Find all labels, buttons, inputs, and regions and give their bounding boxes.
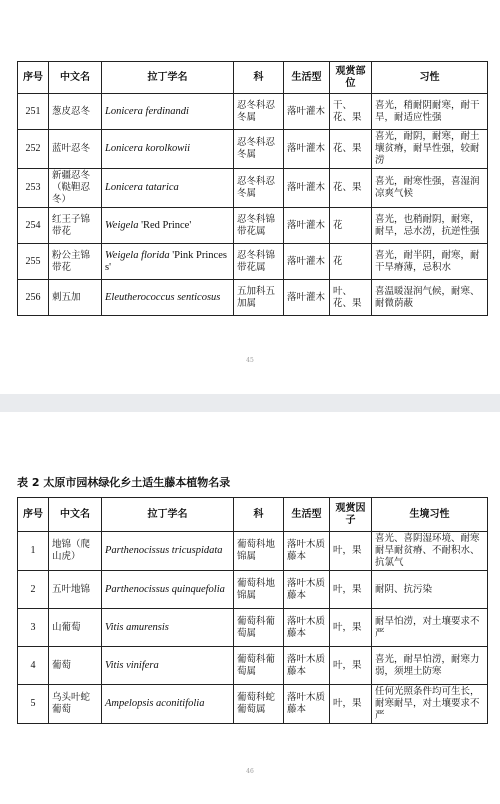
table-row (18, 208, 488, 244)
row-number: 251 (18, 94, 49, 130)
row-family: 忍冬科忍冬属 (234, 130, 284, 169)
latin-binomial: Eleutherococcus senticosus (105, 291, 221, 303)
row-habit: 喜光，也稍耐阴，耐寒，耐旱，忌水涝，抗逆性强 (372, 208, 488, 244)
row-ornamental-part: 花、果 (330, 130, 372, 169)
row-life-form: 落叶木质藤本 (284, 571, 330, 609)
row-number: 2 (18, 571, 49, 609)
row-habit: 喜光，耐阴，耐寒，耐土壤贫瘠，耐旱性强，较耐涝 (372, 130, 488, 169)
header-family: 科 (234, 62, 284, 94)
row-life-form: 落叶木质藤本 (284, 532, 330, 571)
latin-cultivar: 'Red Prince' (138, 219, 192, 231)
header-habit: 习性 (372, 62, 488, 94)
row-habit: 喜温暖湿润气候，耐寒、耐微荫蔽 (372, 280, 488, 316)
row-latin-name: Vitis vinifera (102, 647, 234, 685)
header-ornamental-factor: 观赏因子 (330, 498, 372, 532)
row-ornamental-factor: 叶，果 (330, 685, 372, 724)
row-latin-name (102, 94, 234, 130)
table-row (18, 280, 488, 316)
row-ornamental-factor: 叶，果 (330, 571, 372, 609)
row-chinese-name: 地锦（爬山虎） (49, 532, 102, 571)
table-header-row (18, 498, 488, 532)
row-life-form: 落叶木质藤本 (284, 647, 330, 685)
header-ornamental-part: 观赏部位 (330, 62, 372, 94)
row-life-form: 落叶灌木 (284, 130, 330, 169)
row-latin-name (102, 169, 234, 208)
row-number: 3 (18, 609, 49, 647)
row-chinese-name: 蓝叶忍冬 (49, 130, 102, 169)
row-chinese-name: 刺五加 (49, 280, 102, 316)
row-family: 五加科五加属 (234, 280, 284, 316)
header-number: 序号 (18, 62, 49, 94)
header-life-form: 生活型 (284, 498, 330, 532)
row-family: 忍冬科锦带花属 (234, 208, 284, 244)
latin-binomial: Lonicera ferdinandi (105, 105, 189, 117)
header-life-form: 生活型 (284, 62, 330, 94)
table-row (18, 647, 488, 685)
header-habitat: 生境习性 (372, 498, 488, 532)
row-family: 葡萄科地锦属 (234, 571, 284, 609)
row-life-form: 落叶灌木 (284, 94, 330, 130)
row-chinese-name: 新疆忍冬（鞑靼忍冬） (49, 169, 102, 208)
table-row (18, 94, 488, 130)
row-latin-name: Parthenocissus quinquefolia (102, 571, 234, 609)
row-ornamental-part: 干、花、果 (330, 94, 372, 130)
row-life-form: 落叶木质藤本 (284, 685, 330, 724)
page-number: 45 (246, 357, 254, 364)
page-number: 46 (246, 768, 254, 775)
row-habitat: 喜光、喜阴湿环境、耐寒耐旱耐贫瘠、不耐积水、抗氯气 (372, 532, 488, 571)
latin-binomial: Lonicera tatarica (105, 182, 179, 193)
row-family: 葡萄科蛇葡萄属 (234, 685, 284, 724)
table-row (18, 609, 488, 647)
row-ornamental-part: 叶、花、果 (330, 280, 372, 316)
row-latin-name (102, 130, 234, 169)
row-family: 葡萄科葡萄属 (234, 609, 284, 647)
header-latin-name: 拉丁学名 (102, 498, 234, 532)
row-latin-name (102, 244, 234, 280)
row-chinese-name: 葱皮忍冬 (49, 94, 102, 130)
row-ornamental-part: 花 (330, 208, 372, 244)
row-latin-name: Vitis amurensis (102, 609, 234, 647)
row-life-form: 落叶灌木 (284, 169, 330, 208)
table-header-row (18, 62, 488, 94)
row-latin-name: Ampelopsis aconitifolia (102, 685, 234, 724)
latin-binomial: Lonicera korolkowii (105, 143, 191, 154)
row-number: 4 (18, 647, 49, 685)
row-ornamental-part: 花 (330, 244, 372, 280)
row-number: 256 (18, 280, 49, 316)
row-family: 忍冬科锦带花属 (234, 244, 284, 280)
row-number: 5 (18, 685, 49, 724)
table-row (18, 130, 488, 169)
row-ornamental-part: 花、果 (330, 169, 372, 208)
row-number: 253 (18, 169, 49, 208)
table-caption: 表 2 太原市园林绿化乡土适生藤本植物名录 (17, 476, 231, 489)
latin-binomial: Weigela florida (105, 249, 170, 261)
row-latin-name (102, 208, 234, 244)
row-chinese-name: 红王子锦带花 (49, 208, 102, 244)
row-family: 葡萄科地锦属 (234, 532, 284, 571)
row-life-form: 落叶木质藤本 (284, 609, 330, 647)
row-family: 忍冬科忍冬属 (234, 94, 284, 130)
table-row (18, 685, 488, 724)
row-habitat: 耐阴、抗污染 (372, 571, 488, 609)
shrub-table (17, 61, 488, 316)
table-row (18, 532, 488, 571)
latin-binomial: Weigela (105, 219, 139, 231)
row-number: 252 (18, 130, 49, 169)
header-chinese-name: 中文名 (49, 62, 102, 94)
header-chinese-name: 中文名 (49, 498, 102, 532)
row-ornamental-factor: 叶，果 (330, 532, 372, 571)
row-chinese-name: 粉公主锦带花 (49, 244, 102, 280)
row-family: 忍冬科忍冬属 (234, 169, 284, 208)
row-family: 葡萄科葡萄属 (234, 647, 284, 685)
latin-cultivar: 'Pink Princess' (105, 249, 227, 273)
header-family: 科 (234, 498, 284, 532)
row-chinese-name: 葡萄 (49, 647, 102, 685)
header-latin-name: 拉丁学名 (102, 62, 234, 94)
row-number: 255 (18, 244, 49, 280)
row-chinese-name: 乌头叶蛇葡萄 (49, 685, 102, 724)
table-row (18, 169, 488, 208)
row-ornamental-factor: 叶，果 (330, 609, 372, 647)
row-habitat: 任何光照条件均可生长，耐寒耐旱，对土壤要求不严 (372, 685, 488, 724)
row-life-form: 落叶灌木 (284, 280, 330, 316)
row-ornamental-factor: 叶，果 (330, 647, 372, 685)
vine-table (17, 497, 488, 724)
row-life-form: 落叶灌木 (284, 208, 330, 244)
row-life-form: 落叶灌木 (284, 244, 330, 280)
row-chinese-name: 五叶地锦 (49, 571, 102, 609)
table-row (18, 244, 488, 280)
row-habitat: 喜光，耐旱怕涝，耐寒力弱，须埋土防寒 (372, 647, 488, 685)
row-number: 1 (18, 532, 49, 571)
row-chinese-name: 山葡萄 (49, 609, 102, 647)
row-habit: 喜光，耐半阴，耐寒，耐干旱瘠薄，忌积水 (372, 244, 488, 280)
table-row (18, 571, 488, 609)
header-number: 序号 (18, 498, 49, 532)
row-latin-name: Parthenocissus tricuspidata (102, 532, 234, 571)
row-habit: 喜光，耐寒性强，喜湿润凉爽气候 (372, 169, 488, 208)
row-habitat: 耐旱怕涝，对土壤要求不严 (372, 609, 488, 647)
row-latin-name (102, 280, 234, 316)
row-number: 254 (18, 208, 49, 244)
row-habit: 喜光，稍耐阴耐寒，耐干旱，耐适应性强 (372, 94, 488, 130)
